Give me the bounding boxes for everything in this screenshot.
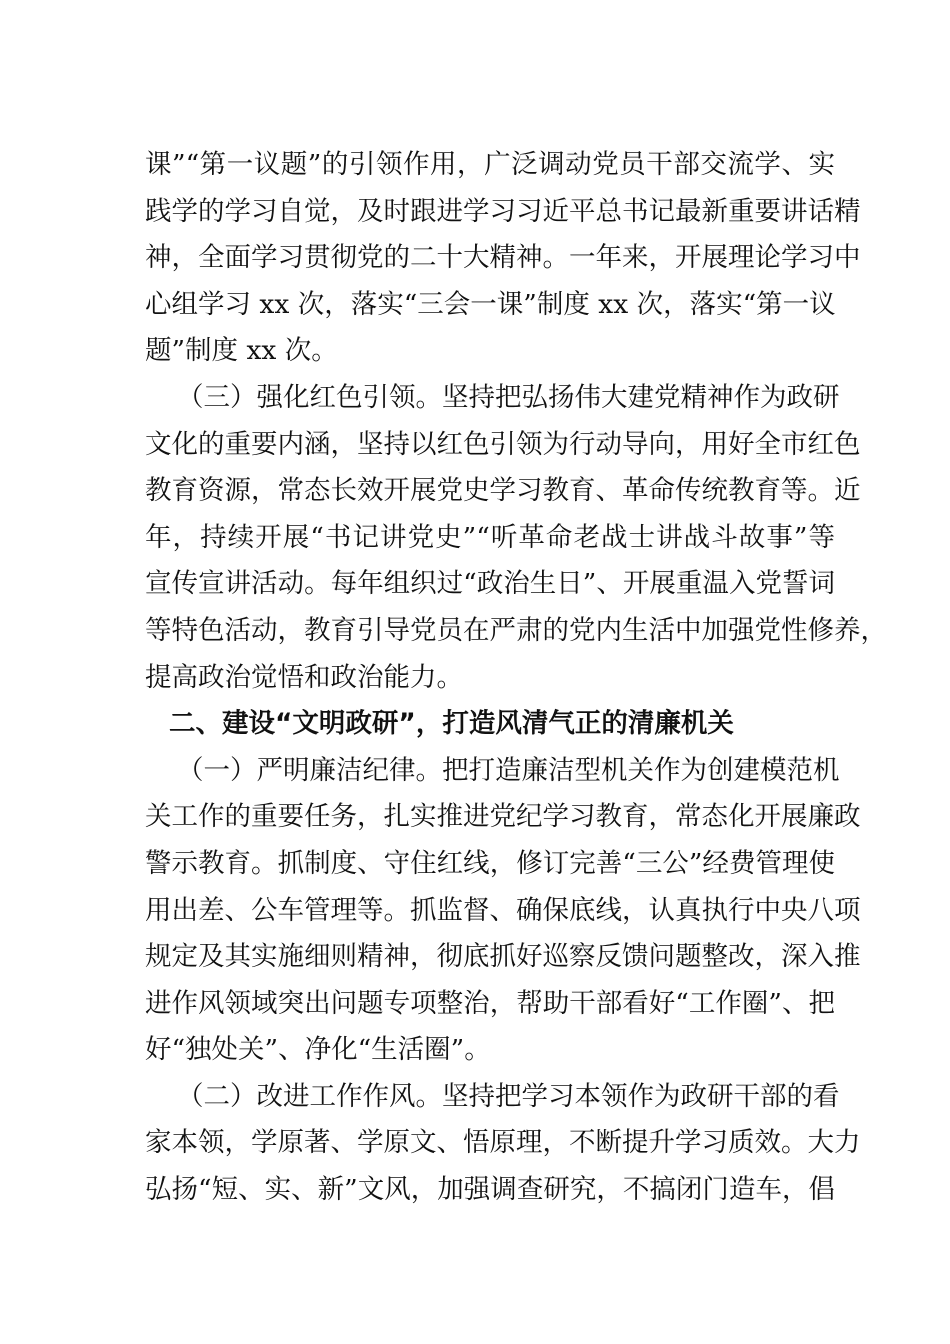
text-line: 好“独处关”、净化“生活圈”。 — [145, 1034, 491, 1066]
text-line: 规定及其实施细则精神，彻底抓好巡察反馈问题整改，深入推 — [145, 941, 861, 973]
paragraph-first-line — [145, 748, 840, 795]
document-body — [145, 142, 887, 1214]
text-line: 践学的学习自觉，及时跟进学习习近平总书记最新重要讲话精 — [145, 195, 861, 227]
paragraph-first-line — [145, 1074, 840, 1121]
section-heading: 二、建设“文明政研”，打造风清气正的清廉机关 — [169, 708, 734, 740]
paragraph-lead: （三）强化红色引领。 — [177, 381, 442, 413]
paragraph-first-line — [145, 375, 840, 422]
text-line: 等特色活动，教育引导党员在严肃的党内生活中加强党性修养， — [145, 614, 887, 646]
text-line: 弘扬“短、实、新”文风，加强调查研究，不搞闭门造车，倡 — [145, 1174, 835, 1206]
text-line: 神，全面学习贯彻党的二十大精神。一年来，开展理论学习中 — [145, 242, 861, 274]
text-line: 关工作的重要任务，扎实推进党纪学习教育，常态化开展廉政 — [145, 801, 861, 833]
text-line: 文化的重要内涵，坚持以红色引领为行动导向，用好全市红色 — [145, 428, 861, 460]
text-line: 警示教育。抓制度、守住红线，修订完善“三公”经费管理使 — [145, 847, 835, 879]
text-line: 年，持续开展“书记讲党史”“听革命老战士讲战斗故事”等 — [145, 521, 835, 553]
paragraph-first-rest: 把打造廉洁型机关作为创建模范机 — [442, 754, 840, 786]
paragraph-lead: （一）严明廉洁纪律。 — [177, 754, 442, 786]
text-line: 提高政治觉悟和政治能力。 — [145, 661, 463, 693]
text-line: 教育资源，常态长效开展党史学习教育、革命传统教育等。近 — [145, 475, 861, 507]
text-line: 课”“第一议题”的引领作用，广泛调动党员干部交流学、实 — [145, 149, 835, 180]
text-line: 家本领，学原著、学原文、悟原理，不断提升学习质效。大力 — [145, 1127, 861, 1159]
text-line: 题”制度 xx 次。 — [145, 335, 338, 367]
text-line: 宣传宣讲活动。每年组织过“政治生日”、开展重温入党誓词 — [145, 568, 835, 600]
paragraph-first-rest: 坚持把弘扬伟大建党精神作为政研 — [442, 381, 840, 413]
paragraph-lead: （二）改进工作作风。 — [177, 1080, 442, 1112]
text-line: 进作风领域突出问题专项整治，帮助干部看好“工作圈”、把 — [145, 987, 835, 1019]
text-line: 用出差、公车管理等。抓监督、确保底线，认真执行中央八项 — [145, 894, 861, 926]
text-line: 心组学习 xx 次，落实“三会一课”制度 xx 次，落实“第一议 — [145, 288, 836, 320]
paragraph-first-rest: 坚持把学习本领作为政研干部的看 — [442, 1080, 840, 1112]
